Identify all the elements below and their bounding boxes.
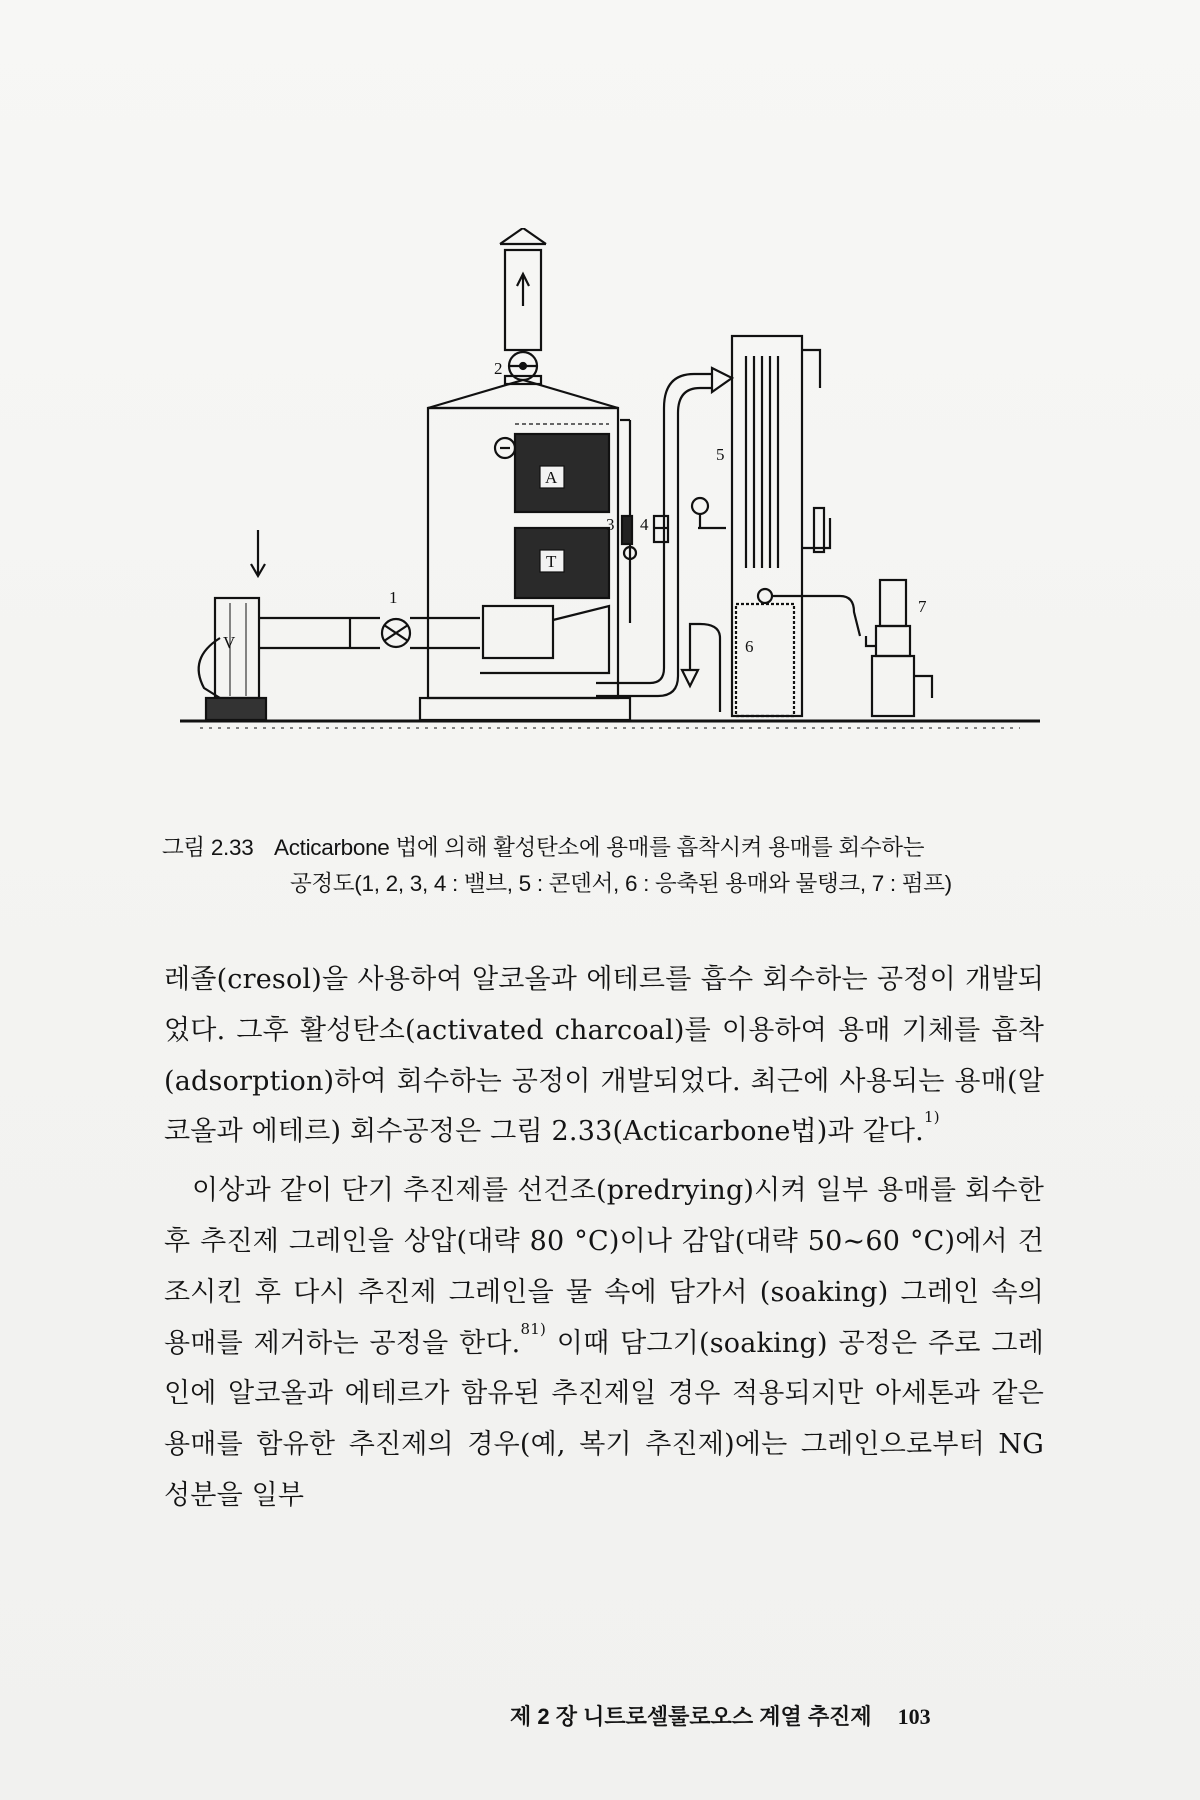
paragraph-1 <box>164 955 1044 1158</box>
paragraph-2-text-a: 이상과 같이 단기 추진제를 선건조(predrying)시켜 일부 용매를 회수한 후 추진제 그레인을 상압(대략 80 °C)이나 감압(대략 50∼60 °C)에서 건조시킨 후 다시 추진제 그레인을 물 속에 담가서 (soaking) 그레인 속의 용매를 제거하는 공정을 한다. <box>164 1175 1044 1359</box>
figure-caption <box>162 830 1062 902</box>
solvent-water-tank <box>682 589 860 716</box>
paragraph-2-footnote-ref: 81) <box>520 1319 547 1338</box>
caption-line-2: 공정도(1, 2, 3, 4 : 밸브, 5 : 콘덴서, 6 : 응축된 용매와 물탱크, 7 : 펌프) <box>290 871 952 896</box>
chapter-title: 제 2 장 니트로셀룰로오스 계열 추진제 <box>510 1704 872 1729</box>
valve-1-label: 1 <box>389 588 398 607</box>
exhaust-stack <box>500 228 546 384</box>
inlet-duct <box>259 618 480 648</box>
valve-3-label: 3 <box>606 515 615 534</box>
paragraph-1-text: 레졸(cresol)을 사용하여 알코올과 에테르를 흡수 회수하는 공정이 개발되었다. 그후 활성탄소(activated charcoal)를 이용하여 용매 기체를 흡착(adsorption)하여 회수하는 공정이 개발되었다. 최근에 사용되는 용매(알코올과 에테르) 회수공정은 그림 2.33(Acticarbone법)과 같다. <box>164 964 1044 1148</box>
caption-figure-label: 그림 2.33 <box>162 835 254 860</box>
valve-2-label: 2 <box>494 359 503 378</box>
valve-4 <box>654 516 668 542</box>
adsorber-t-label: T <box>546 552 557 571</box>
process-diagram <box>180 228 1040 828</box>
paragraph-2-text-b: 이때 담그기(soaking) 공정은 주로 그레인에 알코올과 에테르가 함유된 추진제일 경우 적용되지만 아세톤과 같은 용매를 함유한 추진제의 경우(예, 복기 추진제)에는 그레인으로부터 NG 성분을 일부 <box>164 1327 1044 1511</box>
paragraph-1-footnote-ref: 1) <box>923 1108 940 1127</box>
caption-line-1 <box>162 830 1062 866</box>
tank-label: 6 <box>745 637 754 656</box>
caption-title: Acticarbone 법에 의해 활성탄소에 용매를 흡착시켜 용매를 회수하는 <box>274 835 925 860</box>
inlet-arrow-icon <box>251 530 265 576</box>
pump-label: 7 <box>918 597 927 616</box>
valve-1 <box>382 619 410 647</box>
valve-4-label: 4 <box>640 515 649 534</box>
condenser-label: 5 <box>716 445 725 464</box>
condenser <box>732 336 830 716</box>
vapor-pipe <box>596 368 732 696</box>
page-number: 103 <box>897 1704 931 1729</box>
blower <box>199 598 266 720</box>
page-footer <box>510 1700 1030 1731</box>
body-text <box>164 955 1044 1522</box>
adsorber-a-label: A <box>545 468 558 487</box>
adsorber-vessel <box>420 380 630 720</box>
blower-label: V <box>223 633 236 652</box>
valve-3 <box>622 516 632 544</box>
paragraph-2 <box>164 1166 1044 1522</box>
